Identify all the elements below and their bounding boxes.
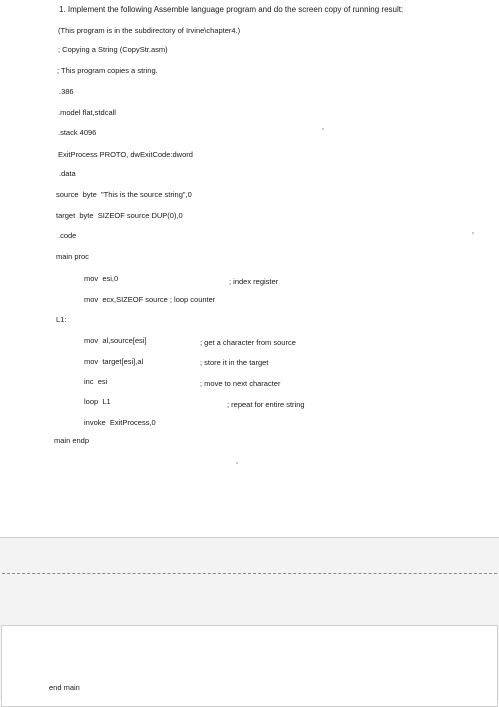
code-comment-store: ; store it in the target — [200, 358, 269, 367]
code-line-mov-esi: mov esi,0 — [84, 274, 119, 283]
speck — [322, 128, 324, 130]
question-title: 1. Implement the following Assemble language program and do the screen copy of running result: — [59, 5, 404, 14]
code-comment-index: ; index register — [229, 277, 279, 286]
question-subtitle: (This program is in the subdirectory of Irvine\chapter4.) — [58, 26, 241, 35]
code-line-source: source byte "This is the source string",0 — [56, 190, 192, 199]
code-line-code: .code — [58, 231, 77, 240]
code-line-inc-esi: inc esi — [84, 377, 108, 386]
code-line-end-main: end main — [49, 683, 80, 692]
answer-box — [1, 625, 498, 707]
code-line-mov-ecx: mov ecx,SIZEOF source ; loop counter — [84, 295, 216, 304]
code-line-target: target byte SIZEOF source DUP(0),0 — [56, 211, 183, 220]
code-line-stack: .stack 4096 — [58, 128, 97, 137]
code-comment-title: ; Copying a String (CopyStr.asm) — [58, 45, 168, 54]
code-line-model: .model flat,stdcall — [58, 108, 116, 117]
code-line-386: .386 — [59, 87, 74, 96]
code-line-main-endp: main endp — [54, 436, 90, 445]
code-comment-desc: ; This program copies a string. — [57, 66, 158, 75]
code-line-invoke: invoke ExitProcess,0 — [84, 418, 156, 427]
code-comment-get-char: ; get a character from source — [200, 338, 296, 347]
code-line-data: .data — [59, 169, 76, 178]
code-line-mov-target: mov target[esi],al — [84, 357, 144, 366]
code-line-exitprocess: ExitProcess PROTO, dwExitCode:dword — [58, 150, 193, 159]
speck — [236, 462, 238, 464]
code-line-main-proc: main proc — [56, 252, 89, 261]
code-comment-repeat: ; repeat for entire string — [227, 400, 305, 409]
code-line-loop: loop L1 — [84, 397, 111, 406]
code-line-mov-al: mov al,source[esi] — [84, 336, 147, 345]
code-comment-next-char: ; move to next character — [200, 379, 281, 388]
code-label-l1: L1: — [56, 315, 67, 324]
speck — [472, 232, 474, 234]
dashed-divider — [2, 573, 497, 574]
